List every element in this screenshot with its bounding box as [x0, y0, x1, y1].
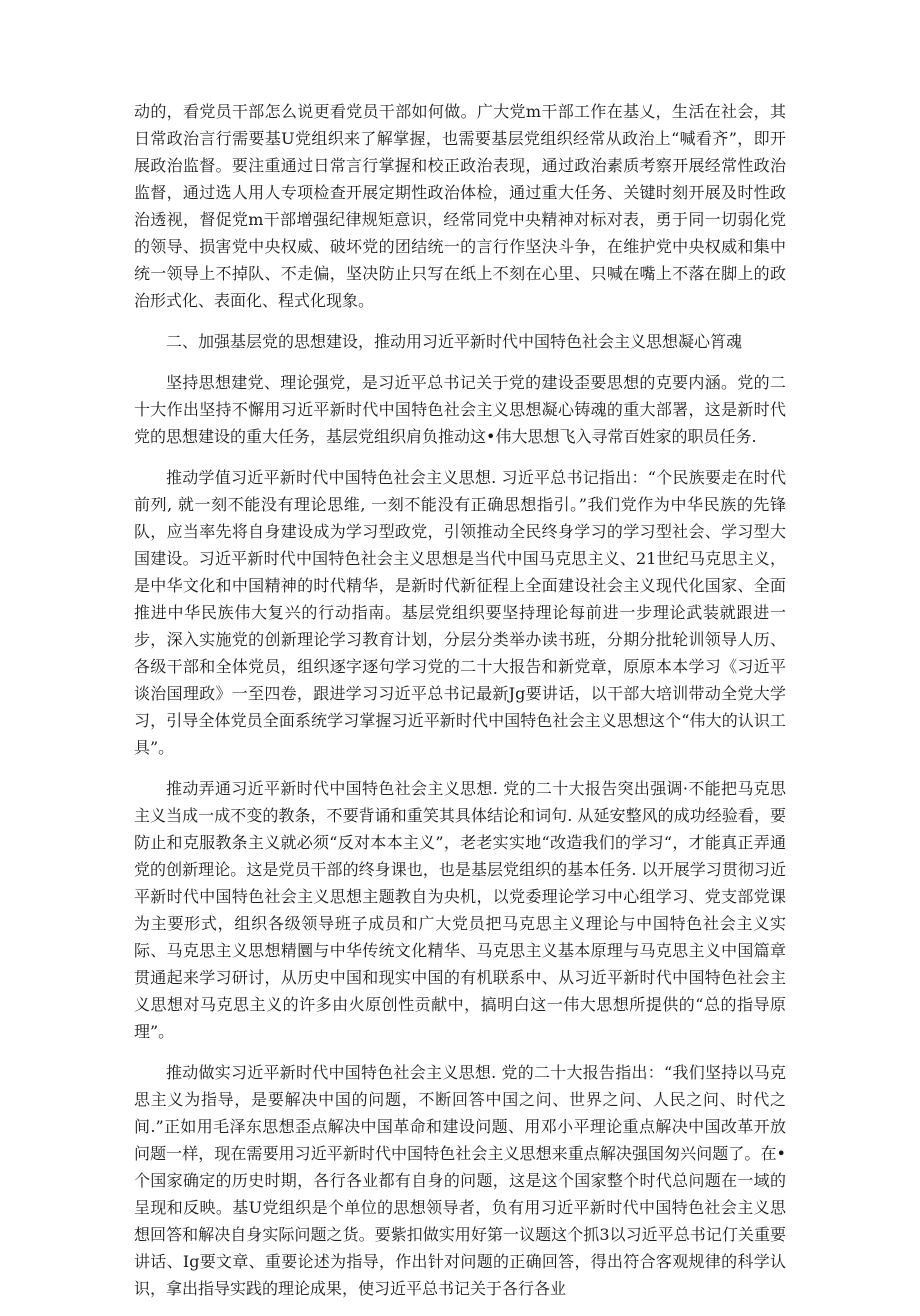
paragraph-ideological-building-intro: 坚持思想建党、理论强党，是习近平总书记关于党的建设歪要思想的克要内涵。党的二十大作出坚持不懈用习近平新时代中国特色社会主义思想凝心铸魂的重大部署，这是新时代党的思想建设的重大任务，基层党组织肩负推动这•伟大思想飞入寻常百姓家的职员任务. — [134, 373, 786, 446]
paragraph-promote-practice: 推动做实习近平新时代中国特色社会主义思想. 党的二十大报告指出：“我们坚持以马克思主义为指导，是要解决中国的问题，不断回答中国之问、世界之问、人民之问、时代之间.”正如用毛泽东思想歪点解决中国革命和建设问题、用邓小平理论重点解决中国改革开放问题一样，现在需要用习近平新时代中国特色社会主义思想来重点解决强国匆兴问题了。在•个国家确定的历史时期，各行各业都有自身的问题，这是这个国家整个时代总问题在一域的呈现和反映。基U党组织是个单位的思想领导者，负有用习近平新时代中国特色社会主义思想回答和解决自身实际问题之货。要紫扣做实用好第一议题这个抓3以习近平总书记仃关重要讲话、Ig要文章、重要论述为指导，作出针对问题的正确回答，得出符合客观规律的科学认识，拿出指导实践的理论成果，使习近平总书记关于各行各业 — [134, 1063, 786, 1298]
paragraph-promote-study: 推动学值习近平新时代中国特色社会主义思想. 习近平总书记指出：“个民族要走在时代前列, 就一刻不能没有理论思维, 一刻不能没有正确思想指引。”我们党作为中华民族的先锋队，应当率先将自身建设成为学习型政党，引领推动全民终身学习的学习型社会、学习型大国建设。习近平新时代中国特色社会主义思想是当代中国马克思主义、21世纪马克思主义，是中华文化和中国精神的时代精华，是新时代新征程上全面建设社会主义现代化国家、全面推进中华民族伟大复兴的行动指南。基层党组织要坚持理论每前进一步理论武装就跟进一步，深入实施党的创新理论学习教育计划，分层分类举办读书班，分期分批轮训领导人历、各级干部和全体党员，组织逐字逐句学习党的二十大报告和新党章，原原本本学习《习近平谈治国理政》一至四卷，跟进学习习近平总书记最新Jg要讲话，以干部大培训带动全党大学习，引导全体党员全面系统学习掌握习近平新时代中国特色社会主义思想这个“伟大的认识工具”。 — [134, 468, 786, 757]
section-heading-ideological-building: 二、加强基层党的思想建设，推动用习近平新时代中国特色社会主义思想凝心筲魂 — [166, 332, 743, 351]
document-page — [134, 98, 786, 1316]
paragraph-political-supervision: 动的，看党员干部怎么说更看党员干部如何做。广大党m干部工作在基乂，生活在社会，其日常政治言行需要基U党组织来了解掌握，也需要基层党组织经常从政治上“喊看齐”，即开展政治监督。要注重通过日常言行掌握和校正政治表现，通过政治素质考察开展经常性政治监督，通过选人用人专项检查开展定期性政治体检，通过重大任务、关键时刻开展及时性政治透视，督促党m干部增强纪律规矩意识，经常同党中央精神对标对表，勇于同一切弱化党的领导、损害党中央权威、破坏党的团结统一的言行作坚決斗争，在维护党中央权威和集中统一领导上不掉队、不走偏，坚决防止只写在纸上不刻在心里、只喊在嘴上不落在脚上的政治形式化、表面化、程式化现象。 — [134, 102, 786, 310]
paragraph-promote-understanding: 推动弄通习近平新时代中国特色社会主义思想. 党的二十大报告突出强调·不能把马克思主义当成一成不变的教条，不要背诵和重笑其具体结论和词句. 从延安整风的成功经验看，要防止和克服教条主义就必须“反对本本主义”，老老实实地“改造我们的学习“，才能真正弄通党的创新理论。这是党员干部的终身课也，也是基层党组织的基本任务. 以开展学习贯彻习近平新时代中国特色社会主义思想主题教自为央机，以党委理论学习中心组学习、党支部党课为主要形式，组织各级领导班子成员和广大党员把马克思主义理论与中国特色社会主义实际、马克思主义思想精圜与中华传统文化精华、马克思主义基本原理与马克思主义中国篇章贯通起来学习研讨，从历史中国和现实中国的有机联系中、从习近平新时代中国特色社会主义思想对马克思主义的许多由火原创性贡献中，搞明白这一伟大思想所提供的“总的指导原理”。 — [134, 779, 786, 1041]
